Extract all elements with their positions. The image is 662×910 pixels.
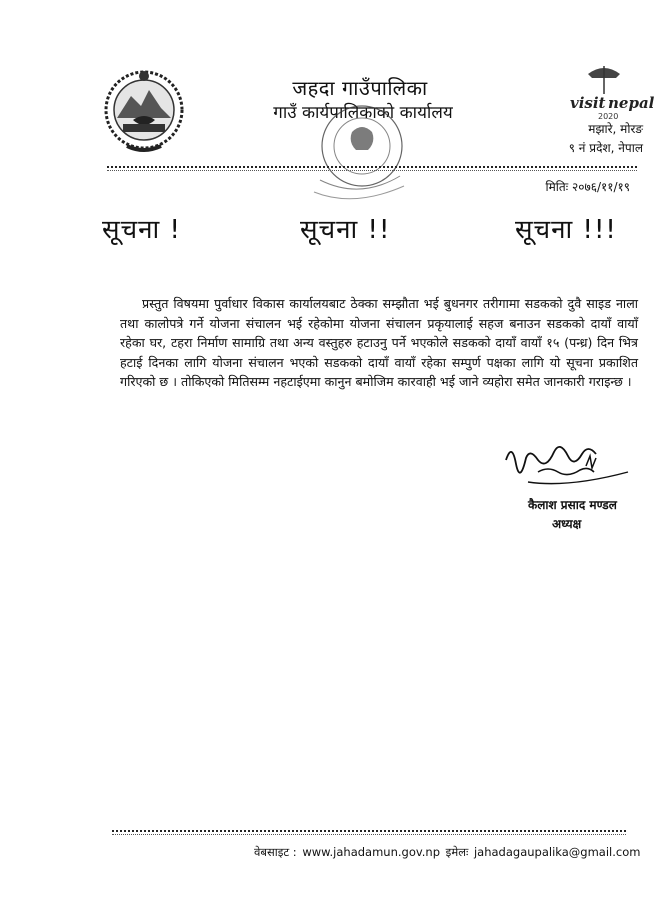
- visit-logo-text: visit: [570, 94, 606, 112]
- header-divider-secondary: [107, 170, 637, 171]
- address-line-1: मझारे, मोरङ: [588, 122, 643, 136]
- office-name: गाउँ कार्यपालिकाको कार्यालय: [273, 103, 453, 123]
- org-name: जहदा गाउँपालिका: [292, 76, 428, 100]
- address-line-2: ९ नं प्रदेश, नेपाल: [568, 141, 643, 155]
- office-seal-stamp-icon: [300, 108, 420, 204]
- signer-name: कैलाश प्रसाद मण्डल: [528, 498, 617, 512]
- notice-title-1: सूचना !: [102, 215, 181, 245]
- handwritten-signature-icon: [498, 432, 634, 492]
- website-label: वेबसाइट :: [254, 845, 297, 859]
- footer-divider: [112, 830, 626, 832]
- notice-title-2: सूचना !!: [300, 215, 391, 245]
- footer-divider-secondary: [112, 834, 626, 835]
- header-divider: [107, 166, 637, 168]
- notice-title-3: सूचना !!!: [515, 215, 617, 245]
- signer-title: अध्यक्ष: [552, 517, 582, 531]
- email-label: इमेलः: [445, 845, 469, 859]
- footer-contact: [254, 845, 642, 860]
- notice-date: मितिः २०७६/११/१९: [545, 180, 630, 194]
- svg-text:nepal: nepal: [608, 94, 655, 112]
- visit-logo-year: 2020: [598, 112, 619, 121]
- nepal-emblem-icon: [103, 66, 185, 156]
- email-link[interactable]: jahadagaupalika@gmail.com: [473, 845, 641, 859]
- website-link[interactable]: www.jahadamun.gov.np: [302, 845, 441, 859]
- notice-body: प्रस्तुत विषयमा पुर्वाधार विकास कार्यालयबाट ठेक्का सम्झौता भई बुधनगर तरीगामा सडकको दुवै साइड नाला तथा कालोपत्रे गर्ने योजना संचालन भई रहेकोमा योजना संचालन प्रकृयालाई सहज बनाउन सडकको दायाँ वायाँ रहेका घर, टहरा निर्माण सामाग्रि तथा अन्य वस्तुहरु हटाउनु पर्ने भएकोले सडकको दायाँ वायाँ १५ (पन्ध्र) दिन भित्र हटाई दिनका लागि योजना संचालन भएको सडकको दायाँ वायाँ रहेका सम्पुर्ण पक्षका लागि यो सूचना प्रकाशित गरिएको छ । तोकिएको मितिसम्म नहटाईएमा कानुन बमोजिम कारवाही भई जाने व्यहोरा समेत जानकारी गराइन्छ ।: [120, 296, 638, 390]
- visit-nepal-logo-icon: [568, 62, 655, 122]
